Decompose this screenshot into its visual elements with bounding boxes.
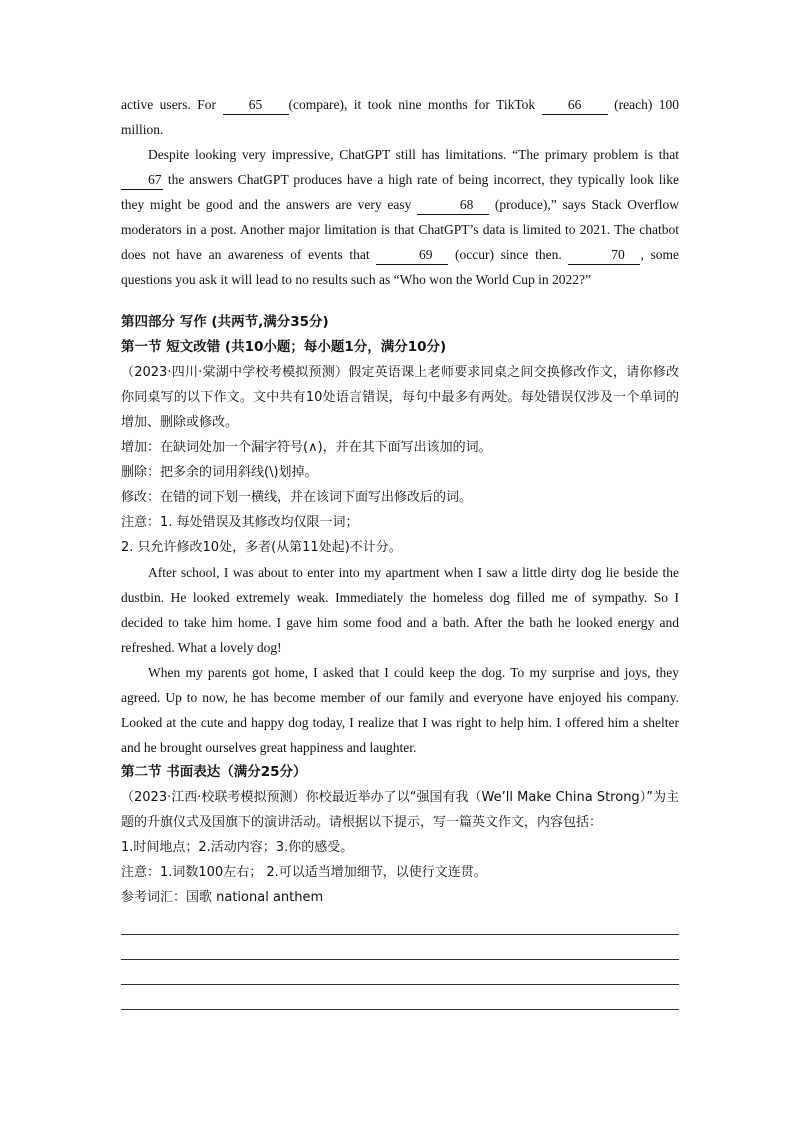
note-1: 注意：1. 每处错误及其修改均仅限一词； bbox=[121, 515, 359, 530]
text: , some questions you ask it will lead to no results such as “Who won the World Cup in 2022?” bbox=[121, 247, 680, 287]
section1-intro: （2023·四川·棠湖中学校考模拟预测）假定英语课上老师要求同桌之间交换修改作文，请你修改你同桌写的以下作文。文中共有10处语言错误，每句中最多有两处。每处错误仅涉及一个单词的增加、删除或修改。 bbox=[121, 365, 679, 430]
section2-intro: （2023·江西·校联考模拟预测）你校最近举办了以“强国有我（We’ll Make China Strong）”为主题的升旗仪式及国旗下的演讲活动。请根据以下提示，写一篇英文作文，内容包括： bbox=[121, 790, 679, 830]
passage-paragraph-2 bbox=[121, 142, 679, 292]
answer-lines[interactable] bbox=[121, 910, 679, 1010]
blank-67: 67 bbox=[121, 171, 163, 190]
add-rule: 增加：在缺词处加一个漏字符号(∧)，并在其下面写出该加的词。 bbox=[121, 440, 492, 455]
blank-70: 70 bbox=[568, 246, 640, 265]
answer-line[interactable] bbox=[121, 910, 679, 935]
answer-line[interactable] bbox=[121, 960, 679, 985]
delete-rule: 删除：把多余的词用斜线(\)划掉。 bbox=[121, 465, 318, 480]
writing-note: 注意：1.词数100左右； 2.可以适当增加细节，以使行文连贯。 bbox=[121, 865, 487, 880]
passage-paragraph-1 bbox=[121, 92, 679, 142]
blank-68: 68 bbox=[417, 196, 489, 215]
essay-paragraph-1: After school, I was about to enter into my apartment when I saw a little dirty dog lie beside the dustbin. He looked extremely weak. Immediately the homeless dog filled me of sympathy. So I decided to take him home. I gave him some food and a bath. After the bath he looked energy and refreshed. What a lovely dog! bbox=[121, 565, 679, 655]
answer-line[interactable] bbox=[121, 985, 679, 1010]
text: (occur) since then. bbox=[455, 247, 562, 262]
section1-title: 第一节 短文改错 (共10小题；每小题1分，满分10分) bbox=[121, 339, 447, 355]
essay-paragraph-2: When my parents got home, I asked that I could keep the dog. To my surprise and joys, they agreed. Up to now, he has become member of our family and everyone have enjoyed his company. Looked at the cute and happy dog today, I realize that I was right to help him. I offered him a shelter and he brought ourselves great happiness and laughter. bbox=[121, 665, 679, 755]
text: Despite looking very impressive, ChatGPT still has limitations. “The primary problem is that bbox=[148, 147, 679, 162]
answer-line[interactable] bbox=[121, 935, 679, 960]
text: (produce),” says Stack Overflow moderators in a post. Another major limitation is that ChatGPT’s data is limited to 2021. The chatbot does not have an awareness of events that bbox=[121, 197, 680, 262]
blank-69: 69 bbox=[376, 246, 448, 265]
blank-66: 66 bbox=[542, 96, 608, 115]
text: (reach) 100 million. bbox=[121, 97, 680, 137]
text: the answers ChatGPT produces have a high rate of being incorrect, they typically look like they might be good and the answers are very easy bbox=[121, 172, 680, 212]
blank-65: 65 bbox=[223, 96, 289, 115]
modify-rule: 修改：在错的词下划一横线，并在该词下面写出修改后的词。 bbox=[121, 490, 473, 505]
vocabulary-hint: 参考词汇：国歌 national anthem bbox=[121, 890, 324, 905]
part4-title: 第四部分 写作 (共两节,满分35分) bbox=[121, 314, 329, 330]
text: (compare), it took nine months for TikTok bbox=[288, 97, 536, 112]
text: active users. For bbox=[121, 97, 217, 112]
section2-title: 第二节 书面表达（满分25分） bbox=[121, 764, 307, 780]
document-page bbox=[121, 92, 679, 1010]
note-2: 2. 只允许修改10处，多者(从第11处起)不计分。 bbox=[121, 540, 402, 555]
content-points: 1.时间地点；2.活动内容；3.你的感受。 bbox=[121, 840, 354, 855]
